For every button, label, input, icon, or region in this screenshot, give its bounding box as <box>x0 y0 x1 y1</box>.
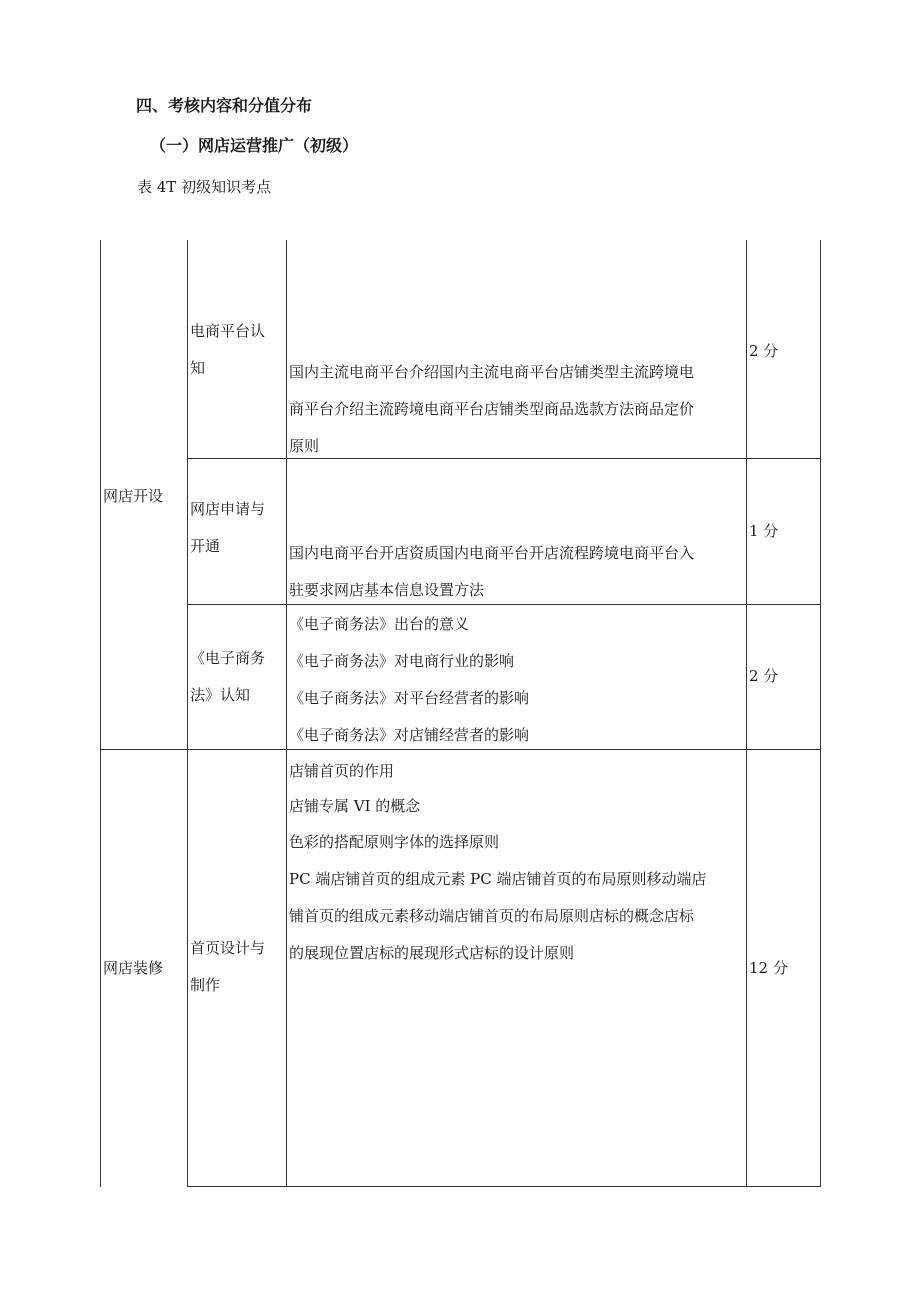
subtopic-line: 电商平台认 <box>190 322 266 340</box>
content-line: PC 端店铺首页的组成元素 PC 端店铺首页的布局原则移动端店 <box>289 870 707 888</box>
subtopic-cell <box>190 930 265 1004</box>
content-cell <box>289 606 529 754</box>
content-line: 铺首页的组成元素移动端店铺首页的布局原则店标的概念店标 <box>289 907 695 925</box>
subtopic-line: 知 <box>190 359 206 377</box>
category-cell: 网店装修 <box>103 959 164 977</box>
score-cell: 12 分 <box>749 959 788 977</box>
subtopic-line: 《电子商务 <box>190 649 266 667</box>
subtopic-line: 网店申请与 <box>190 500 266 518</box>
content-line: 国内主流电商平台介绍国内主流电商平台店铺类型主流跨境电 <box>289 363 695 381</box>
subtopic-line: 首页设计与 <box>190 939 266 957</box>
content-cell <box>289 535 694 609</box>
content-line: 的展现位置店标的展现形式店标的设计原则 <box>289 944 575 962</box>
content-cell <box>289 354 694 465</box>
content-line: 原则 <box>289 437 320 455</box>
table-border-left <box>100 240 101 1187</box>
subtopic-line: 法》认知 <box>190 686 251 704</box>
subtopic-cell <box>190 640 265 714</box>
content-line: 商平台介绍主流跨境电商平台店铺类型商品选款方法商品定价 <box>289 400 695 418</box>
content-line: 《电子商务法》对平台经营者的影响 <box>289 689 530 707</box>
subtopic-cell <box>190 491 265 565</box>
table-divider-content <box>746 240 747 1187</box>
content-line: 国内电商平台开店资质国内电商平台开店流程跨境电商平台入 <box>289 544 695 562</box>
table-border-right <box>820 240 821 1187</box>
table-divider-subtopic <box>286 240 287 1187</box>
content-line: 色彩的搭配原则字体的选择原则 <box>289 833 500 851</box>
score-cell: 1 分 <box>749 522 779 540</box>
subtopic-line: 制作 <box>190 976 221 994</box>
subsection-heading: （一）网店运营推广（初级） <box>150 136 359 155</box>
section-heading: 四、考核内容和分值分布 <box>136 96 313 115</box>
content-line: 店铺专属 VI 的概念 <box>289 797 421 815</box>
score-cell: 2 分 <box>749 667 779 685</box>
table-divider-category <box>187 240 188 1187</box>
content-line: 店铺首页的作用 <box>289 762 395 780</box>
subtopic-line: 开通 <box>190 537 221 555</box>
content-cell <box>289 754 706 972</box>
content-line: 《电子商务法》出台的意义 <box>289 615 470 633</box>
category-cell: 网店开设 <box>103 487 164 505</box>
content-line: 《电子商务法》对电商行业的影响 <box>289 652 515 670</box>
content-line: 驻要求网店基本信息设置方法 <box>289 581 485 599</box>
score-cell: 2 分 <box>749 342 779 360</box>
subtopic-cell <box>190 313 265 387</box>
table-caption: 表 4T 初级知识考点 <box>137 178 272 196</box>
content-line: 《电子商务法》对店铺经营者的影响 <box>289 726 530 744</box>
table-border-bottom <box>187 1186 821 1187</box>
